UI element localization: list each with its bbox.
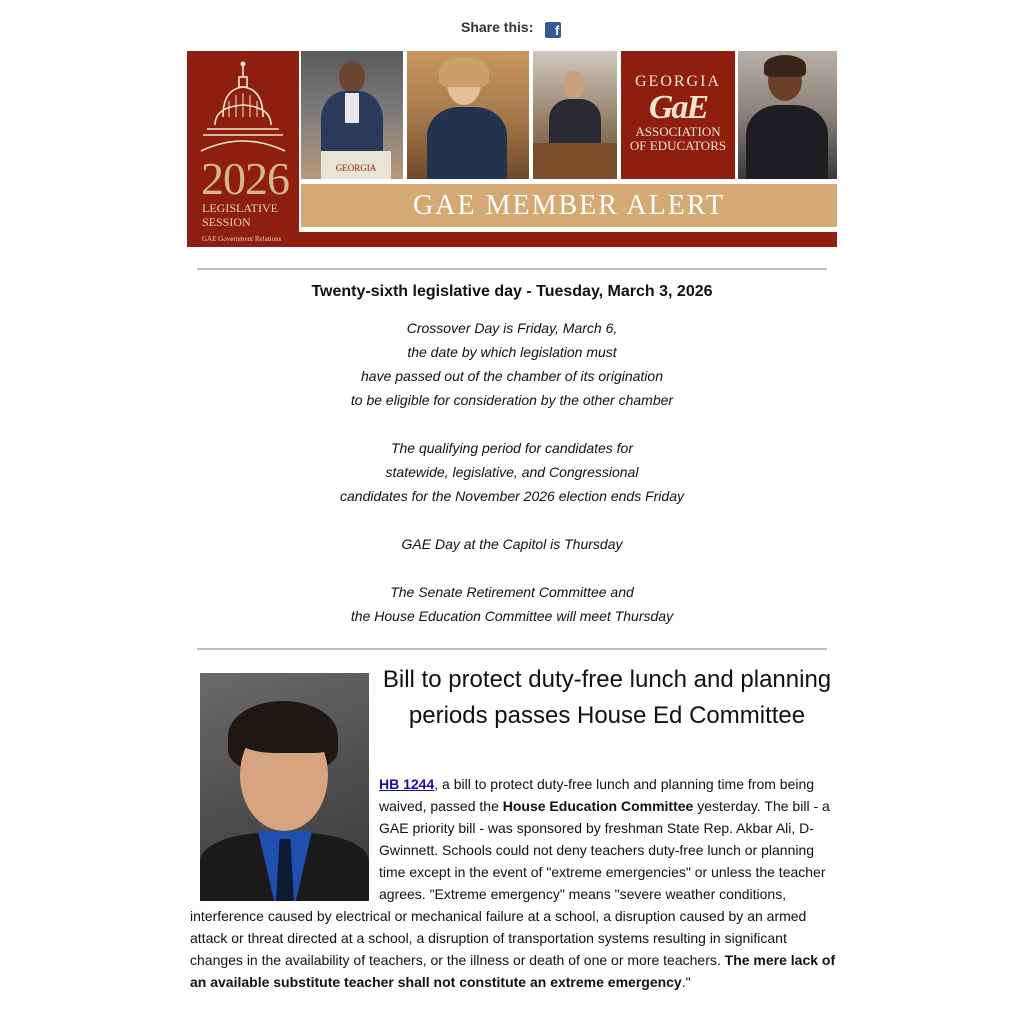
notice-committees <box>187 580 837 628</box>
notice-line: candidates for the November 2026 election ends Friday <box>340 488 684 504</box>
notice-line: the House Education Committee will meet Thursday <box>350 608 674 624</box>
logo-georgia: GEORGIA <box>635 73 721 90</box>
legislative-day-title: Twenty-sixth legislative day - Tuesday, March 3, 2026 <box>311 283 713 300</box>
divider-bottom <box>197 648 827 650</box>
photo-speaker-woman <box>407 51 529 179</box>
share-bar <box>461 19 561 38</box>
banner-year: 2026 <box>201 153 289 204</box>
logo-mark: GaE <box>648 89 708 126</box>
notice-line: to be eligible for consideration by the other chamber <box>350 392 674 408</box>
notice-line: have passed out of the chamber of its origination <box>361 368 663 384</box>
notice-gae-day <box>187 532 837 556</box>
notice-line: statewide, legislative, and Congressional <box>385 464 639 480</box>
notice-line: GAE Day at the Capitol is Thursday <box>401 536 623 552</box>
legislative-banner <box>187 51 837 247</box>
photo-legislator-podium <box>301 51 403 179</box>
article-text-2: yesterday. The bill - a GAE priority bill - was sponsored by freshman State Rep. Akbar Ali, D-Gwinnett. Schools could not deny teachers duty-free lunch or planning time except in the event of "extreme emergencies" or unless the teacher agrees. "Extreme emergency" means "severe weather conditions, interference caused by electrical or mechanical failure at a school, a disruption caused by an armed attack or threat directed at a school, a disruption of transportation systems resulting in significant changes in the availability of teachers, or the illness or death of one or more teachers. <box>190 798 830 968</box>
bill-link-hb1244[interactable]: HB 1244 <box>379 776 435 792</box>
photo-speaker-woman-2 <box>738 51 837 179</box>
logo-association: ASSOCIATION <box>635 124 721 139</box>
headshot-float-spacer <box>190 773 379 905</box>
session-line-2: SESSION <box>202 215 251 229</box>
notice-line: Crossover Day is Friday, March 6, <box>406 320 618 336</box>
notices-block <box>187 316 837 652</box>
facebook-icon[interactable]: f <box>545 22 561 38</box>
notice-line: the date by which legislation must <box>407 344 617 360</box>
divider-top <box>197 268 827 270</box>
photo-legislator-chamber <box>533 51 617 179</box>
member-alert-title: GAE MEMBER ALERT <box>301 184 837 227</box>
podium-label: GEORGIA <box>321 151 391 179</box>
article-committee: House Education Committee <box>502 798 694 814</box>
notice-qualifying <box>187 436 837 508</box>
article-body <box>190 773 836 993</box>
article-title-line-1: Bill to protect duty-free lunch and planning <box>382 666 832 693</box>
banner-session-panel <box>187 51 299 247</box>
notice-line: The Senate Retirement Committee and <box>390 584 634 600</box>
article-emphasis: The mere lack of an available substitute teacher shall not constitute an extreme emergency <box>190 952 836 990</box>
article-text-3: ." <box>681 974 691 990</box>
share-label: Share this: <box>461 19 534 35</box>
article-title-line-2: periods passes House Ed Committee <box>408 702 806 729</box>
banner-bottom-strip <box>187 232 837 247</box>
capitol-dome-icon <box>193 59 293 155</box>
article-text-1: , a bill to protect duty-free lunch and planning time from being waived, passed the <box>379 776 815 814</box>
banner-gov-relations: GAE Government Relations <box>202 235 282 243</box>
logo-of-educators: OF EDUCATORS <box>629 138 727 153</box>
banner-session-label <box>202 201 278 229</box>
notice-crossover <box>187 316 837 412</box>
article-title <box>380 662 834 734</box>
gae-logo <box>621 51 735 179</box>
notice-line: The qualifying period for candidates for <box>390 440 634 456</box>
session-line-1: LEGISLATIVE <box>202 201 278 215</box>
